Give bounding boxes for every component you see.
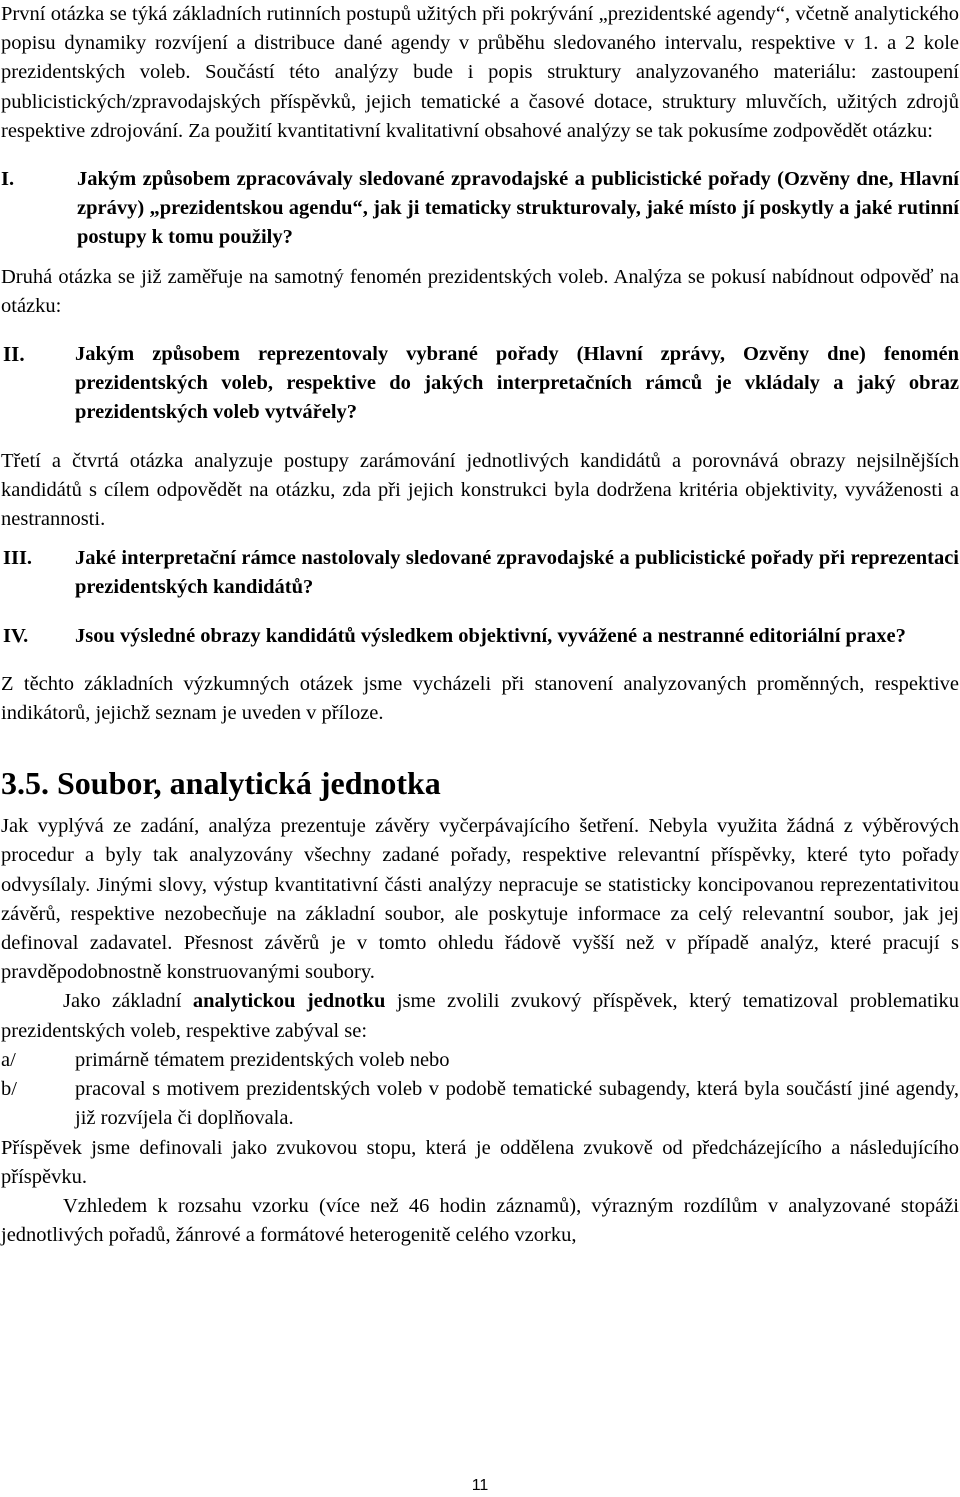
question-text: Jakým způsobem reprezentovaly vybrané pořady (Hlavní zprávy, Ozvěny dne) fenomén prezidentských voleb, respektive do jakých interpretačních rámců je vkládaly a jaký obraz prezidentských voleb vytvářely? [75, 343, 959, 424]
research-question-2 [1, 340, 959, 428]
research-question-3 [1, 544, 959, 602]
unit-text-end: jsme zvolili zvukový příspěvek, který tematizoval problematiku prezidentských voleb, respektive zabýval se: [1, 990, 959, 1042]
list-text: pracoval s motivem prezidentských voleb v podobě tematické subagendy, která byla součástí jiné agendy, již rozvíjela či doplňovala. [75, 1078, 959, 1130]
list-marker: b/ [1, 1078, 17, 1101]
list-text: primárně tématem prezidentských voleb nebo [75, 1048, 450, 1071]
paragraph-second-question: Druhá otázka se již zaměřuje na samotný fenomén prezidentských voleb. Analýza se pokusí nabídnout odpověď na otázku: [1, 265, 959, 317]
unit-text-start: Jako základní [63, 990, 193, 1013]
paragraph-third-fourth-question: Třetí a čtvrtá otázka analyzuje postupy zarámování jednotlivých kandidátů a porovnává obrazy nejsilnějších kandidátů s cílem odpovědět na otázku, zda při jejich konstrukci byla dodržena kritéria objektivity, vyváženosti a nestrannosti. [1, 449, 959, 531]
list-item [1, 1075, 959, 1133]
question-number: I. [1, 168, 15, 191]
research-question-1 [1, 165, 959, 253]
research-question-4 [1, 622, 959, 651]
question-number: II. [3, 342, 25, 367]
list-item [1, 1046, 959, 1075]
list-marker: a/ [1, 1048, 16, 1071]
unit-term-bold: analytickou jednotku [192, 990, 386, 1013]
paragraph-definition: Příspěvek jsme definovali jako zvukovou stopu, která je oddělena zvukově od předcházejícího a následujícího příspěvku. [1, 1136, 959, 1188]
page-number: 11 [471, 1477, 489, 1494]
question-number: IV. [3, 624, 29, 647]
paragraph-scope: Vzhledem k rozsahu vzorku (více než 46 hodin záznamů), výrazným rozdílům v analyzované stopáži jednotlivých pořadů, žánrové a formátové heterogenitě celého vzorku, [1, 1194, 959, 1247]
paragraph-variables: Z těchto základních výzkumných otázek jsme vycházeli při stanovení analyzovaných proměnných, respektive indikátorů, jejichž seznam je uveden v příloze. [1, 672, 959, 725]
paragraph-analytical-unit [1, 987, 959, 1045]
question-text: Jakým způsobem zpracovávaly sledované zpravodajské a publicistické pořady (Ozvěny dne, Hlavní zprávy) „prezidentskou agendu“, jak ji tematicky strukturovaly, jaké místo jí poskytly a jaké rutinní postupy k tomu použily? [77, 168, 959, 249]
section-heading: 3.5. Soubor, analytická jednotka [1, 765, 441, 802]
question-text: Jaké interpretační rámce nastolovaly sledované zpravodajské a publicistické pořady při reprezentaci prezidentských kandidátů? [75, 547, 959, 599]
question-text: Jsou výsledné obrazy kandidátů výsledkem objektivní, vyvážené a nestranné editoriální praxe? [75, 624, 906, 647]
paragraph-first-question: První otázka se týká základních rutinních postupů užitých při pokrývání „prezidentské agendy“, včetně analytického popisu dynamiky rozvíjení a distribuce dané agendy v průběhu sledovaného intervalu, respektive v 1. a 2 kole prezidentských voleb. Součástí této analýzy bude i popis struktury analyzovaného materiálu: zastoupení publicistických/zpravodajských příspěvků, jejich tematické a časové dotace, struktury mluvčích, užitých zdrojů respektive zdrojování. Za použití kvantitativní kvalitativní obsahové analýzy se tak pokusíme zodpovědět otázku: [1, 3, 959, 142]
paragraph-sample: Jak vyplývá ze zadání, analýza prezentuje závěry vyčerpávajícího šetření. Nebyla využita žádná z výběrových procedur a byly tak analyzovány všechny zadané pořady, respektive relevantní příspěvky, které tyto pořady odvysílaly. Jinými slovy, výstup kvantitativní části analýzy nepracuje se statisticky koncipovanou reprezentativitou závěrů, respektive nezobecňuje na základní soubor, ale poskytuje informace za celý relevantní soubor, jak jej definoval zadavatel. Přesnost závěrů je v tomto ohledu řádově vyšší než v případě analýz, které pracují s pravděpodobnostně konstruovanými soubory. [1, 815, 959, 984]
question-number: III. [3, 547, 33, 570]
